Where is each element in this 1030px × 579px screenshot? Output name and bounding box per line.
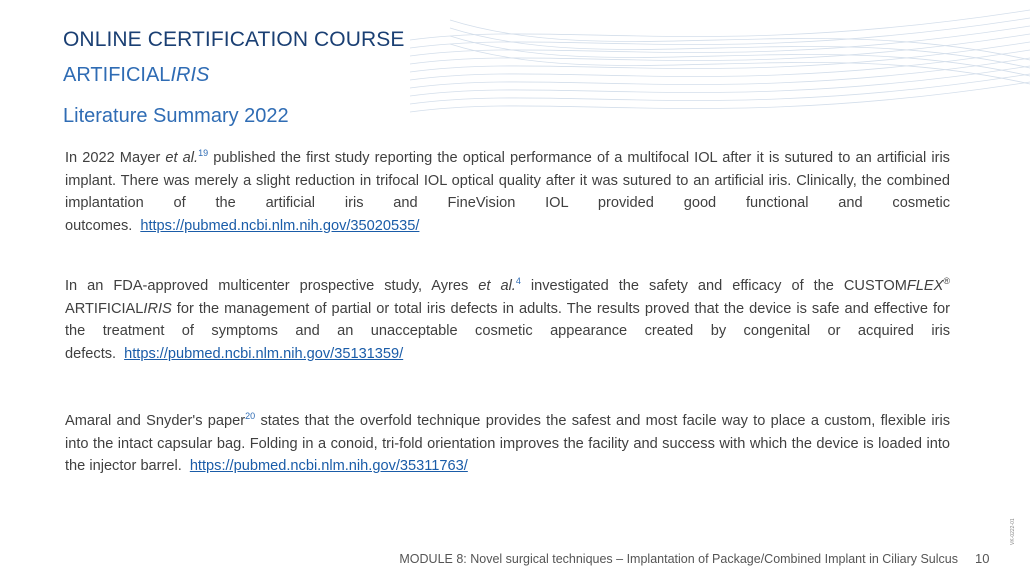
product-name-plain: ARTIFICIAL	[63, 64, 171, 86]
reference-number: 19	[198, 148, 209, 158]
section-title: Literature Summary 2022	[63, 105, 289, 127]
pubmed-link[interactable]: https://pubmed.ncbi.nlm.nih.gov/35131359/	[124, 345, 404, 362]
pubmed-link[interactable]: https://pubmed.ncbi.nlm.nih.gov/35311763/	[189, 458, 468, 474]
paragraph-text: for the management of partial or total iris defects in adults. The results proved that the device is safe and effective for the treatment of symptoms and an unacceptable cosmetic appearance created by congenital or acquired iris defects.	[65, 300, 950, 362]
et-al-text: et al.	[478, 278, 516, 294]
paragraph-text: published the first study reporting the optical performance of a multifocal IOL after it is sutured to an artificial iris implant. There was merely a slight reduction in trifocal IOL optical quality after it was sutured to an artificial iris. Clinically, the combined implantation of the artificial iris and FineVision IOL provided good functional and cosmetic outcomes.	[65, 150, 950, 234]
course-title: ONLINE CERTIFICATION COURSE	[63, 28, 405, 51]
decorative-wave-lines	[410, 0, 1030, 140]
document-code: VK-0222-01	[1010, 518, 1016, 545]
product-name-italic: IRIS	[170, 64, 210, 86]
reference-number: 20	[245, 411, 256, 421]
reference-number: 4	[515, 276, 521, 286]
page-number: 10	[975, 551, 990, 566]
product-flex-text: FLEX	[906, 278, 944, 294]
paragraph-text: ARTIFICIAL	[65, 300, 144, 317]
paragraph-text: investigated the safety and efficacy of the CUSTOM	[520, 278, 907, 294]
product-iris-text: IRIS	[143, 300, 172, 317]
et-al-text: et al.	[165, 150, 199, 166]
paragraph-text: Amaral and Snyder's paper	[65, 413, 246, 429]
summary-paragraph-2	[65, 275, 950, 365]
registered-mark: ®	[943, 276, 951, 286]
footer-module-text: MODULE 8: Novel surgical techniques – Implantation of Package/Combined Implant in Ciliary Sulcus	[399, 552, 958, 566]
paragraph-text: states that the overfold technique provides the safest and most facile way to place a custom, flexible iris into the intact capsular bag. Folding in a conoid, tri-fold orientation improves the facility and success with which the device is loaded into the injector barrel.	[65, 413, 950, 474]
paragraph-text: In an FDA-approved multicenter prospective study, Ayres	[65, 278, 479, 294]
paragraph-text: In 2022 Mayer	[65, 150, 166, 166]
summary-paragraph-1	[65, 147, 950, 237]
product-name	[63, 64, 209, 87]
summary-paragraph-3	[65, 410, 950, 478]
pubmed-link[interactable]: https://pubmed.ncbi.nlm.nih.gov/35020535/	[140, 217, 420, 234]
